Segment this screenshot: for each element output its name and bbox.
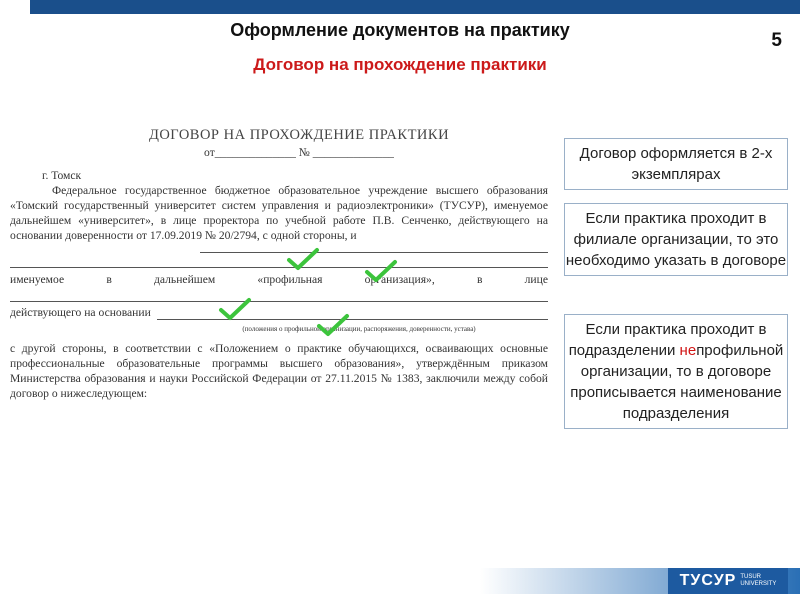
tusur-logo [668,568,788,594]
contract-paragraph-1-text: Федеральное государственное бюджетное образовательное учреждение высшего образования «Томский государственный университет систем управления и радиоэлектроники» (ТУСУР), именуемое дальнейшем «университет», в лице проректора по учебной работе П.В. Сенченко, действующего на основании доверенности от 17.09.2019 № 20/2794, с одной стороны, и [10,184,548,242]
checkmark-icon [364,258,398,284]
acting-on-label: действующего на основании [10,306,151,319]
contract-document [10,128,548,401]
contract-title: ДОГОВОР НА ПРОХОЖДЕНИЕ ПРАКТИКИ [148,127,450,143]
slide-number: 5 [771,30,782,51]
top-accent-bar [30,0,800,14]
blank-line-basis [157,307,548,320]
note-box-subdivision [564,314,788,429]
blank-line-organization-2 [10,255,548,268]
note-box-copies-text: Договор оформляется в 2-х экземплярах [579,145,773,183]
note-box-subdivision-text-2: профильной организации, то в договоре прописывается наименование подразделения [570,342,784,422]
named-word-7: лице [524,273,548,286]
note-box-subdivision-text-1: Если практика проходит в подразделении [568,321,767,359]
contract-date-number: от______________ № ______________ [204,146,394,159]
named-row [10,272,548,287]
logo-subtitle-line-1: TUSUR [740,574,762,580]
checkmark-icon [316,312,350,338]
blank-line-representative [10,289,548,302]
checkmark-icon [218,296,252,322]
acting-on-row [10,305,548,320]
named-word-2: в [106,273,112,286]
named-word-6: в [476,273,483,286]
note-box-branch-text: Если практика проходит в филиале организации, то это необходимо указать в договоре [565,210,787,269]
note-box-copies [564,138,788,190]
contract-city: г. Томск [42,169,82,182]
named-word-5: организация», [364,273,435,286]
note-box-branch [564,203,788,276]
named-word-3: дальнейшем [154,273,216,286]
named-word-4: «профильная [257,273,323,286]
logo-subtitle-line-2: UNIVERSITY [740,581,777,587]
logo-subtitle [740,574,776,588]
contract-paragraph-2-text: с другой стороны, в соответствии с «Положением о практике обучающихся, осваивающих основные профессиональные образовательные программы высшего образования», утверждённым приказом Министерства образования и науки Российской Федерации от 27.11.2015 № 1383, заключили между собой договор о нижеследующем: [10,342,548,400]
note-box-subdivision-highlight: не [679,342,697,359]
contract-paragraph-1 [10,183,548,243]
logo-wordmark: ТУСУР [679,572,737,589]
basis-note: (положения о профильной организации, распоряжения, доверенности, устава) [242,325,476,333]
named-word-1: именуемое [10,273,65,286]
checkmark-icon [286,246,320,272]
slide-subtitle: Договор на прохождение практики [253,55,547,74]
slide-title: Оформление документов на практику [230,20,570,40]
contract-paragraph-2 [10,341,548,401]
